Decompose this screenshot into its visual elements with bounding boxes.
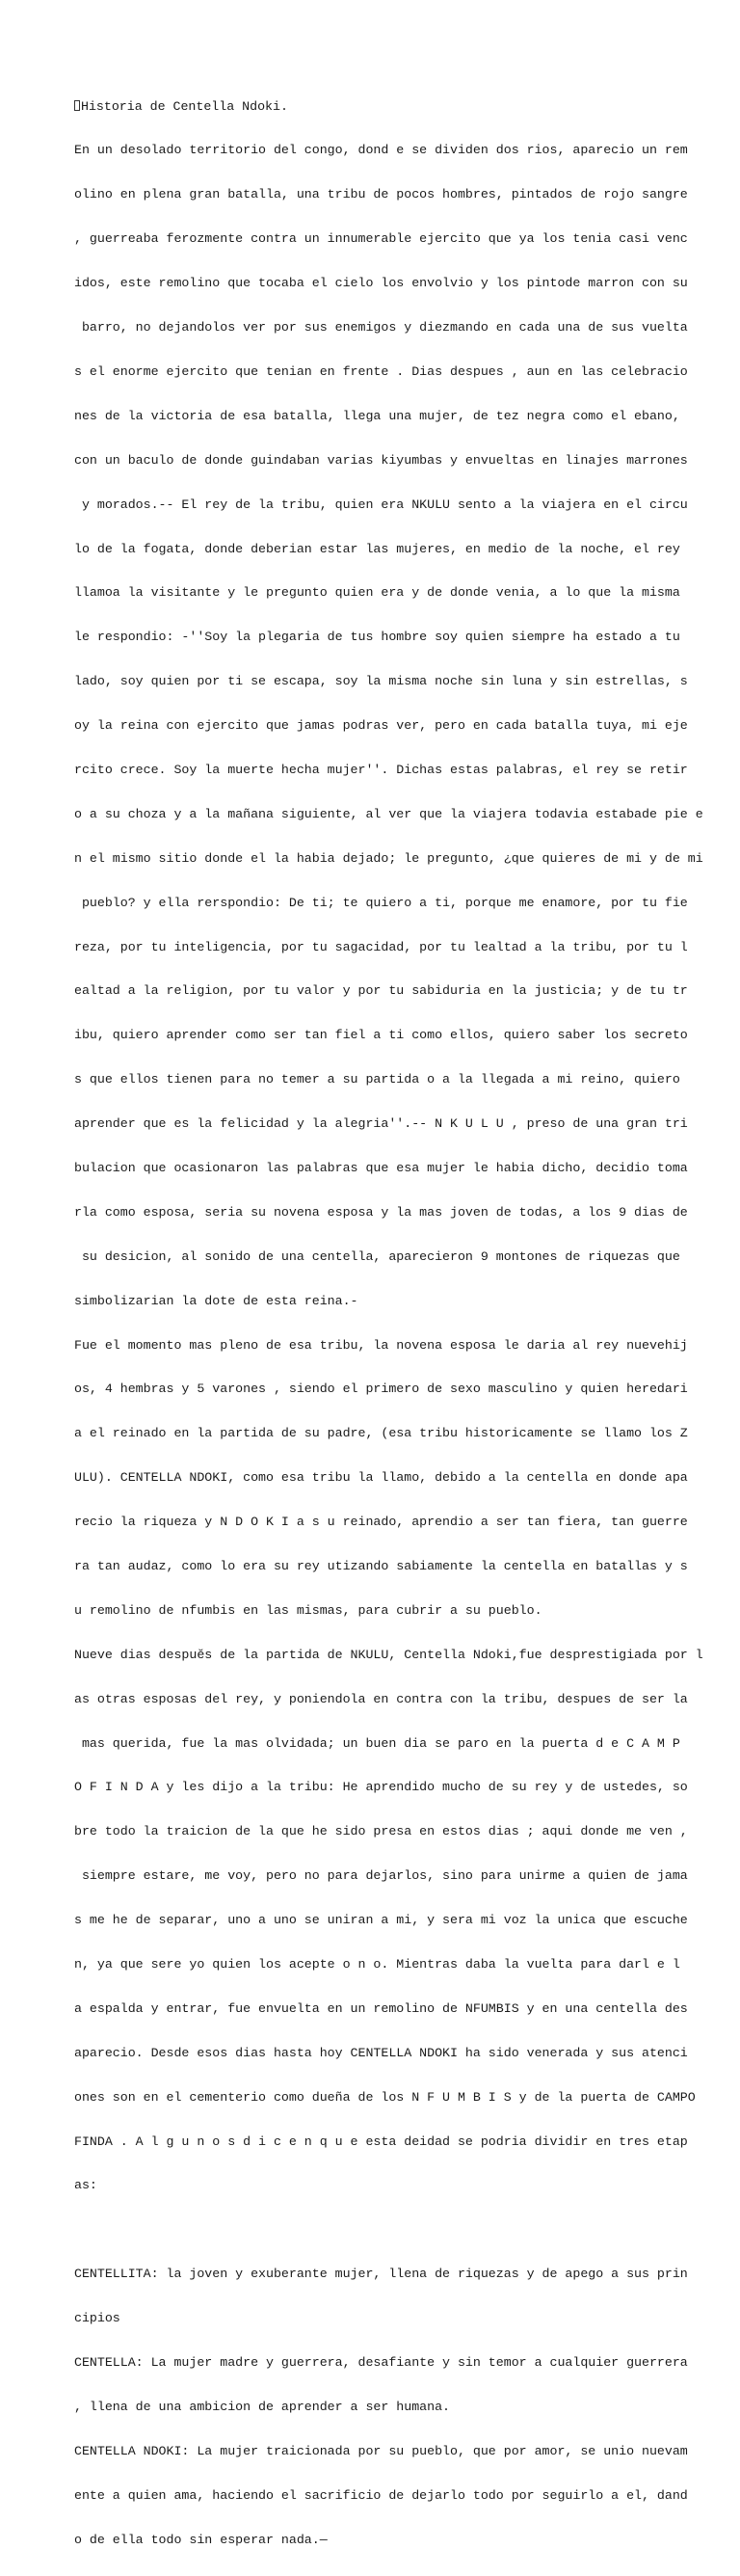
text-line: CENTELLITA: la joven y exuberante mujer, llena de riquezas y de apego a sus prin (74, 2267, 688, 2282)
text-line: ones son en el cementerio como dueña de los N F U M B I S y de la puerta de CAMPO (74, 2089, 696, 2105)
text-line: , llena de una ambicion de aprender a ser humana. (74, 2399, 451, 2414)
text-line: , guerreaba ferozmente contra un innumerable ejercito que ya los tenia casi venc (74, 231, 688, 247)
text-line: as: (74, 2178, 97, 2193)
text-line: bre todo la traicion de la que he sido presa en estos dias ; aqui donde me ven , (74, 1824, 688, 1839)
text-line: aparecio. Desde esos dias hasta hoy CENTELLA NDOKI ha sido venerada y sus atenci (74, 2045, 688, 2060)
text-line: En un desolado territorio del congo, dond e se dividen dos rios, aparecio un rem (74, 143, 688, 158)
text-line: nes de la victoria de esa batalla, llega una mujer, de tez negra como el ebano, (74, 408, 680, 423)
text-line: simbolizarian la dote de esta reina.- (74, 1293, 358, 1308)
text-line: n, ya que sere yo quien los acepte o n o. Mientras daba la vuelta para darl e l (74, 1957, 680, 1972)
text-line: Fue el momento mas pleno de esa tribu, la novena esposa le daria al rey nuevehij (74, 1337, 688, 1353)
document-title: Historia de Centella Ndoki. (81, 98, 288, 114)
text-line: cipios (74, 2311, 120, 2326)
text-line: oy la reina con ejercito que jamas podras ver, pero en cada batalla tuya, mi eje (74, 718, 688, 734)
text-line: o de ella todo sin esperar nada.— (74, 2532, 328, 2547)
text-line: as otras esposas del rey, y poniendola en contra con la tribu, despues de ser la (74, 1691, 688, 1706)
text-line: s me he de separar, uno a uno se uniran a mi, y sera mi voz la unica que escuche (74, 1913, 688, 1928)
document-text (74, 69, 703, 2576)
text-line: lo de la fogata, donde deberian estar las mujeres, en medio de la noche, el rey (74, 541, 680, 556)
text-line: lado, soy quien por ti se escapa, soy la misma noche sin luna y sin estrellas, s (74, 674, 688, 689)
text-line: con un baculo de donde guindaban varias kiyumbas y envueltas en linajes marrones (74, 452, 688, 468)
text-line: s el enorme ejercito que tenian en frente . Dias despues , aun en las celebracio (74, 363, 688, 379)
missing-glyph-icon (74, 100, 80, 111)
text-line: recio la riqueza y N D O K I a s u reinado, aprendio a ser tan fiera, tan guerre (74, 1515, 688, 1530)
text-line: a espalda y entrar, fue envuelta en un remolino de NFUMBIS y en una centella des (74, 2000, 688, 2016)
text-line: idos, este remolino que tocaba el cielo los envolvio y los pintode marron con su (74, 276, 688, 291)
document-title-line (74, 99, 691, 114)
text-line: aprender que es la felicidad y la alegria''.-- N K U L U , preso de una gran tri (74, 1116, 688, 1132)
text-line: CENTELLA NDOKI: La mujer traicionada por su pueblo, que por amor, se unio nuevam (74, 2443, 688, 2458)
text-line: ra tan audaz, como lo era su rey utizando sabiamente la centella en batallas y s (74, 1558, 688, 1573)
text-line: y morados.-- El rey de la tribu, quien era NKULU sento a la viajera en el circu (74, 496, 688, 512)
text-line: ente a quien ama, haciendo el sacrificio de dejarlo todo por seguirlo a el, dand (74, 2487, 688, 2503)
text-line: mas querida, fue la mas olvidada; un buen dia se paro en la puerta d e C A M P (74, 1735, 680, 1751)
text-line: ULU). CENTELLA NDOKI, como esa tribu la llamo, debido a la centella en donde apa (74, 1470, 688, 1486)
text-line: siempre estare, me voy, pero no para dejarlos, sino para unirme a quien de jama (74, 1868, 688, 1884)
text-line: CENTELLA: La mujer madre y guerrera, desafiante y sin temor a cualquier guerrera (74, 2355, 688, 2371)
text-line: O F I N D A y les dijo a la tribu: He aprendido mucho de su rey y de ustedes, so (74, 1780, 688, 1795)
text-line: os, 4 hembras y 5 varones , siendo el primero de sexo masculino y quien heredari (74, 1382, 688, 1397)
text-line: pueblo? y ella rerspondio: De ti; te quiero a ti, porque me enamore, por tu fie (74, 895, 688, 910)
text-line: o a su choza y a la mañana siguiente, al ver que la viajera todavia estabade pie e (74, 806, 703, 821)
text-line: llamoa la visitante y le pregunto quien era y de donde venia, a lo que la misma (74, 585, 680, 601)
text-line: ibu, quiero aprender como ser tan fiel a ti como ellos, quiero saber los secreto (74, 1028, 688, 1043)
text-line: olino en plena gran batalla, una tribu de pocos hombres, pintados de rojo sangre (74, 187, 688, 202)
text-line: a el reinado en la partida de su padre, (esa tribu historicamente se llamo los Z (74, 1426, 688, 1441)
text-line: rla como esposa, seria su novena esposa y la mas joven de todas, a los 9 dias de (74, 1204, 688, 1220)
text-line: FINDA . A l g u n o s d i c e n q u e esta deidad se podria dividir en tres etap (74, 2133, 688, 2149)
text-line: su desicion, al sonido de una centella, aparecieron 9 montones de riquezas que (74, 1248, 680, 1264)
text-line: bulacion que ocasionaron las palabras que esa mujer le habia dicho, decidio toma (74, 1160, 688, 1175)
text-line: Nueve dias despuĕs de la partida de NKULU, Centella Ndoki,fue desprestigiada por l (74, 1647, 703, 1662)
text-line: u remolino de nfumbis en las mismas, para cubrir a su pueblo. (74, 1602, 542, 1618)
text-line: n el mismo sitio donde el la habia dejado; le pregunto, ¿que quieres de mi y de mi (74, 850, 703, 866)
text-line: s que ellos tienen para no temer a su partida o a la llegada a mi reino, quiero (74, 1072, 680, 1087)
text-line: reza, por tu inteligencia, por tu sagacidad, por tu lealtad a la tribu, por tu l (74, 939, 688, 954)
text-line: rcito crece. Soy la muerte hecha mujer''. Dichas estas palabras, el rey se retir (74, 762, 688, 777)
text-line: le respondio: -''Soy la plegaria de tus hombre soy quien siempre ha estado a tu (74, 630, 680, 645)
text-line: ealtad a la religion, por tu valor y por tu sabiduria en la justicia; y de tu tr (74, 983, 688, 999)
text-line: barro, no dejandolos ver por sus enemigos y diezmando en cada una de sus vuelta (74, 320, 688, 335)
blank-line (74, 2222, 691, 2237)
